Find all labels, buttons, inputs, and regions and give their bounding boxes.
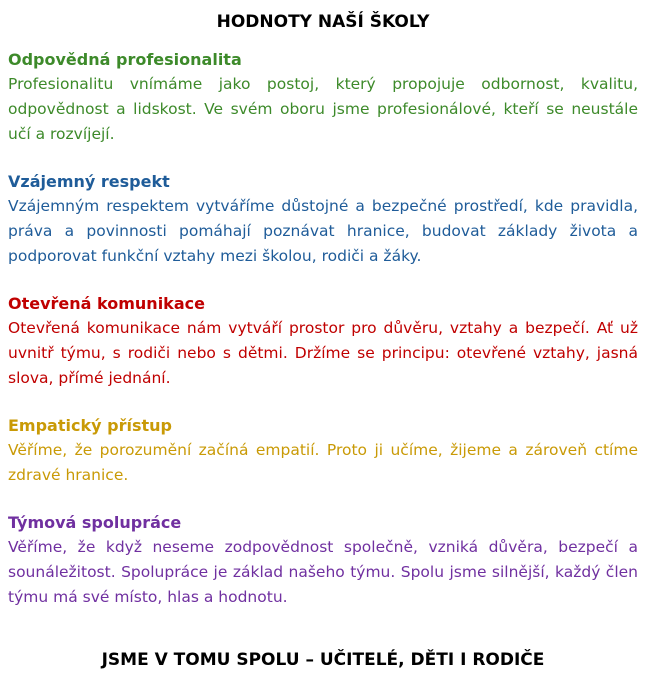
closing-statement: JSME V TOMU SPOLU – UČITELÉ, DĚTI I RODIČE bbox=[101, 650, 545, 670]
document-page bbox=[8, 10, 638, 633]
section-heading: Odpovědná profesionalita bbox=[8, 50, 242, 69]
section-otevrena-komunikace bbox=[8, 292, 638, 391]
section-text: Profesionalitu vnímáme jako postoj, který propojuje odbornost, kvalitu, odpovědnost a lidskost. Ve svém oboru jsme profesionálové, kteří se neustále učí a rozvíjejí. bbox=[8, 75, 638, 143]
section-vzajemny-respekt bbox=[8, 170, 638, 269]
section-heading: Empatický přístup bbox=[8, 416, 172, 435]
section-text: Vzájemným respektem vytváříme důstojné a bezpečné prostředí, kde pravidla, práva a povinnosti pomáhají poznávat hranice, budovat základy života a podporovat funkční vztahy mezi školou, rodiči a žáky. bbox=[8, 197, 638, 265]
section-tymova-spoluprace bbox=[8, 511, 638, 610]
section-odpovedna-profesionalita bbox=[8, 48, 638, 147]
section-heading: Otevřená komunikace bbox=[8, 294, 205, 313]
section-text: Věříme, že porozumění začíná empatií. Proto ji učíme, žijeme a zároveň ctíme zdravé hranice. bbox=[8, 441, 638, 484]
section-heading: Vzájemný respekt bbox=[8, 172, 170, 191]
page-title: HODNOTY NAŠÍ ŠKOLY bbox=[216, 12, 430, 32]
section-empaticky-pristup bbox=[8, 414, 638, 488]
section-text: Věříme, že když neseme zodpovědnost společně, vzniká důvěra, bezpečí a sounáležitost. Spolupráce je základ našeho týmu. Spolu jsme silnější, každý člen týmu má své místo, hlas a hodnotu. bbox=[8, 538, 638, 606]
section-text: Otevřená komunikace nám vytváří prostor pro důvěru, vztahy a bezpečí. Ať už uvnitř týmu, s rodiči nebo s dětmi. Držíme se principu: otevřené vztahy, jasná slova, přímé jednání. bbox=[8, 319, 638, 387]
section-heading: Týmová spolupráce bbox=[8, 513, 182, 532]
